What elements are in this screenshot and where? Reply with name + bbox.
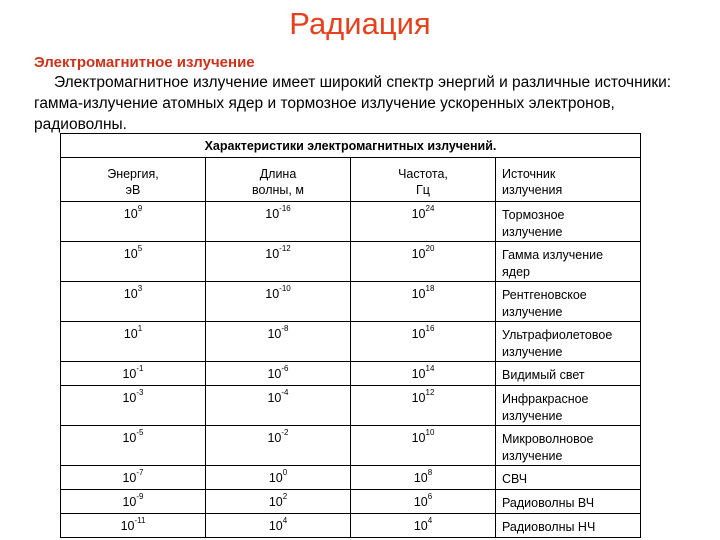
cell-source	[496, 282, 641, 322]
frequency-base: 10	[413, 471, 428, 485]
cell-wavelength	[206, 426, 351, 466]
cell-source	[496, 202, 641, 242]
source-line1: СВЧ	[502, 472, 528, 486]
cell-frequency	[351, 466, 496, 490]
frequency-exponent: 20	[425, 244, 435, 253]
cell-wavelength	[206, 466, 351, 490]
cell-frequency	[351, 202, 496, 242]
frequency-exponent: 6	[427, 492, 433, 501]
frequency-base: 10	[411, 367, 426, 381]
header-wavelength-line1: Длина	[259, 167, 297, 181]
frequency-exponent: 16	[425, 324, 435, 333]
cell-energy	[61, 426, 206, 466]
wavelength-base: 10	[265, 287, 280, 301]
source-line2: ядер	[502, 265, 530, 279]
source-line1: Радиоволны НЧ	[502, 520, 596, 534]
wavelength-exponent: 0	[282, 468, 288, 477]
cell-source	[496, 362, 641, 386]
cell-frequency	[351, 426, 496, 466]
wavelength-base: 10	[267, 431, 282, 445]
cell-energy	[61, 202, 206, 242]
wavelength-base: 10	[268, 471, 283, 485]
table-row	[61, 242, 641, 282]
cell-wavelength	[206, 282, 351, 322]
cell-frequency	[351, 322, 496, 362]
energy-exponent: 1	[137, 324, 143, 333]
frequency-exponent: 10	[425, 428, 435, 437]
header-source-line1: Источник	[502, 167, 556, 181]
energy-base: 10	[122, 431, 137, 445]
table-row	[61, 282, 641, 322]
frequency-exponent: 14	[425, 364, 435, 373]
cell-frequency	[351, 242, 496, 282]
frequency-exponent: 12	[425, 388, 435, 397]
energy-base: 10	[122, 391, 137, 405]
source-line2: излучение	[502, 225, 563, 239]
page-title: Радиация	[289, 6, 431, 41]
source-line1: Тормозное	[502, 208, 565, 222]
cell-energy	[61, 282, 206, 322]
cell-energy	[61, 322, 206, 362]
header-energy-line2: эВ	[125, 183, 141, 197]
wavelength-exponent: 4	[282, 516, 288, 525]
cell-frequency	[351, 386, 496, 426]
wavelength-exponent: -8	[281, 324, 289, 333]
table-caption: Характеристики электромагнитных излучений.	[61, 134, 641, 158]
source-line1: Гамма излучение	[502, 248, 604, 262]
cell-source	[496, 514, 641, 538]
energy-base: 10	[122, 471, 137, 485]
cell-frequency	[351, 362, 496, 386]
frequency-base: 10	[411, 247, 426, 261]
wavelength-exponent: 2	[282, 492, 288, 501]
frequency-base: 10	[411, 391, 426, 405]
energy-exponent: -3	[136, 388, 144, 397]
header-source	[496, 158, 641, 202]
wavelength-base: 10	[267, 327, 282, 341]
cell-wavelength	[206, 202, 351, 242]
table-row	[61, 514, 641, 538]
header-wavelength-line2: волны, м	[252, 183, 304, 197]
section-subtitle: Электромагнитное излучение	[34, 54, 255, 71]
energy-exponent: 3	[137, 284, 143, 293]
energy-base: 10	[120, 519, 135, 533]
cell-source	[496, 466, 641, 490]
energy-exponent: -11	[134, 516, 146, 525]
source-line2: излучение	[502, 305, 563, 319]
cell-wavelength	[206, 514, 351, 538]
cell-wavelength	[206, 322, 351, 362]
cell-energy	[61, 386, 206, 426]
energy-base: 10	[123, 327, 138, 341]
cell-wavelength	[206, 362, 351, 386]
header-wavelength	[206, 158, 351, 202]
frequency-base: 10	[413, 519, 428, 533]
table-row	[61, 466, 641, 490]
cell-frequency	[351, 490, 496, 514]
table-row	[61, 202, 641, 242]
cell-source	[496, 242, 641, 282]
energy-base: 10	[123, 207, 138, 221]
frequency-exponent: 8	[427, 468, 433, 477]
cell-frequency	[351, 282, 496, 322]
frequency-base: 10	[411, 207, 426, 221]
wavelength-base: 10	[267, 367, 282, 381]
header-energy	[61, 158, 206, 202]
wavelength-base: 10	[268, 519, 283, 533]
frequency-exponent: 18	[425, 284, 435, 293]
header-frequency-line2: Гц	[416, 183, 430, 197]
header-source-line2: излучения	[502, 183, 563, 197]
source-line2: излучение	[502, 449, 563, 463]
wavelength-exponent: -12	[279, 244, 291, 253]
wavelength-base: 10	[265, 207, 280, 221]
cell-wavelength	[206, 242, 351, 282]
energy-exponent: 5	[137, 244, 143, 253]
cell-energy	[61, 466, 206, 490]
header-frequency	[351, 158, 496, 202]
energy-base: 10	[122, 495, 137, 509]
table-row	[61, 386, 641, 426]
table-row	[61, 362, 641, 386]
energy-exponent: -5	[136, 428, 144, 437]
frequency-base: 10	[411, 327, 426, 341]
source-line1: Радиоволны ВЧ	[502, 496, 595, 510]
source-line1: Ультрафиолетовое	[502, 328, 613, 342]
cell-source	[496, 426, 641, 466]
frequency-base: 10	[411, 287, 426, 301]
wavelength-exponent: -2	[281, 428, 289, 437]
cell-energy	[61, 362, 206, 386]
energy-base: 10	[122, 367, 137, 381]
wavelength-base: 10	[267, 391, 282, 405]
table-row	[61, 490, 641, 514]
header-energy-line1: Энергия,	[107, 167, 159, 181]
wavelength-exponent: -6	[281, 364, 289, 373]
intro-text: Электромагнитное излучение имеет широкий спектр энергий и различные источники: гамма-излучение атомных ядер и тормозное излучение ускоренных электронов, радиоволны.	[34, 74, 672, 133]
intro-paragraph	[34, 72, 674, 135]
energy-exponent: -9	[136, 492, 144, 501]
table-row	[61, 426, 641, 466]
cell-wavelength	[206, 386, 351, 426]
energy-exponent: 9	[137, 204, 143, 213]
source-line1: Микроволновое	[502, 432, 594, 446]
energy-exponent: -1	[136, 364, 144, 373]
cell-wavelength	[206, 490, 351, 514]
cell-energy	[61, 490, 206, 514]
cell-source	[496, 386, 641, 426]
cell-source	[496, 322, 641, 362]
table-row	[61, 322, 641, 362]
frequency-base: 10	[411, 431, 426, 445]
source-line2: излучение	[502, 409, 563, 423]
source-line2: излучение	[502, 345, 563, 359]
source-line1: Рентгеновское	[502, 288, 587, 302]
energy-exponent: -7	[136, 468, 144, 477]
wavelength-base: 10	[265, 247, 280, 261]
wavelength-exponent: -4	[281, 388, 289, 397]
frequency-exponent: 4	[427, 516, 433, 525]
cell-source	[496, 490, 641, 514]
energy-base: 10	[123, 287, 138, 301]
frequency-exponent: 24	[425, 204, 435, 213]
wavelength-base: 10	[268, 495, 283, 509]
source-line1: Инфракрасное	[502, 392, 589, 406]
table-header-row	[61, 158, 641, 202]
cell-frequency	[351, 514, 496, 538]
energy-base: 10	[123, 247, 138, 261]
header-frequency-line1: Частота,	[398, 167, 448, 181]
cell-energy	[61, 242, 206, 282]
source-line1: Видимый свет	[502, 368, 585, 382]
wavelength-exponent: -16	[279, 204, 291, 213]
frequency-base: 10	[413, 495, 428, 509]
cell-energy	[61, 514, 206, 538]
wavelength-exponent: -10	[279, 284, 291, 293]
radiation-table	[60, 133, 641, 538]
